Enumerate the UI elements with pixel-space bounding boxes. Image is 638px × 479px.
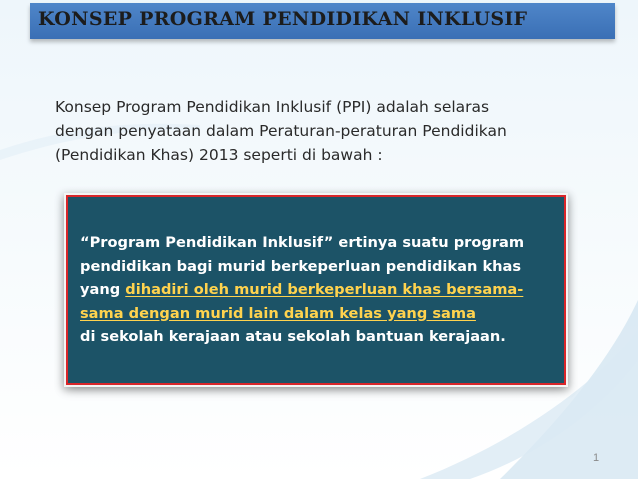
quote-line: “Program Pendidikan Inklusif” ertinya suatu program (80, 234, 525, 251)
quote-highlight: dihadiri oleh murid berkeperluan khas bersama- (125, 281, 524, 298)
quote-highlight: sama dengan murid lain dalam kelas yang sama (80, 304, 476, 322)
intro-paragraph (55, 95, 575, 167)
definition-text (80, 231, 560, 349)
intro-line: Konsep Program Pendidikan Inklusif (PPI) adalah selaras (55, 98, 490, 116)
quote-line-prefix: yang (80, 281, 126, 298)
intro-line: dengan penyataan dalam Peraturan-peraturan Pendidikan (55, 122, 507, 140)
slide-title: KONSEP PROGRAM PENDIDIKAN INKLUSIF (38, 8, 528, 30)
intro-line: (Pendidikan Khas) 2013 seperti di bawah : (55, 146, 383, 164)
quote-line: pendidikan bagi murid berkeperluan pendidikan khas (80, 257, 522, 275)
quote-line (80, 278, 560, 302)
quote-line: di sekolah kerajaan atau sekolah bantuan kerajaan. (80, 328, 506, 345)
page-number: 1 (593, 452, 600, 464)
definition-quote-box (66, 195, 566, 385)
quote-line (80, 302, 560, 326)
